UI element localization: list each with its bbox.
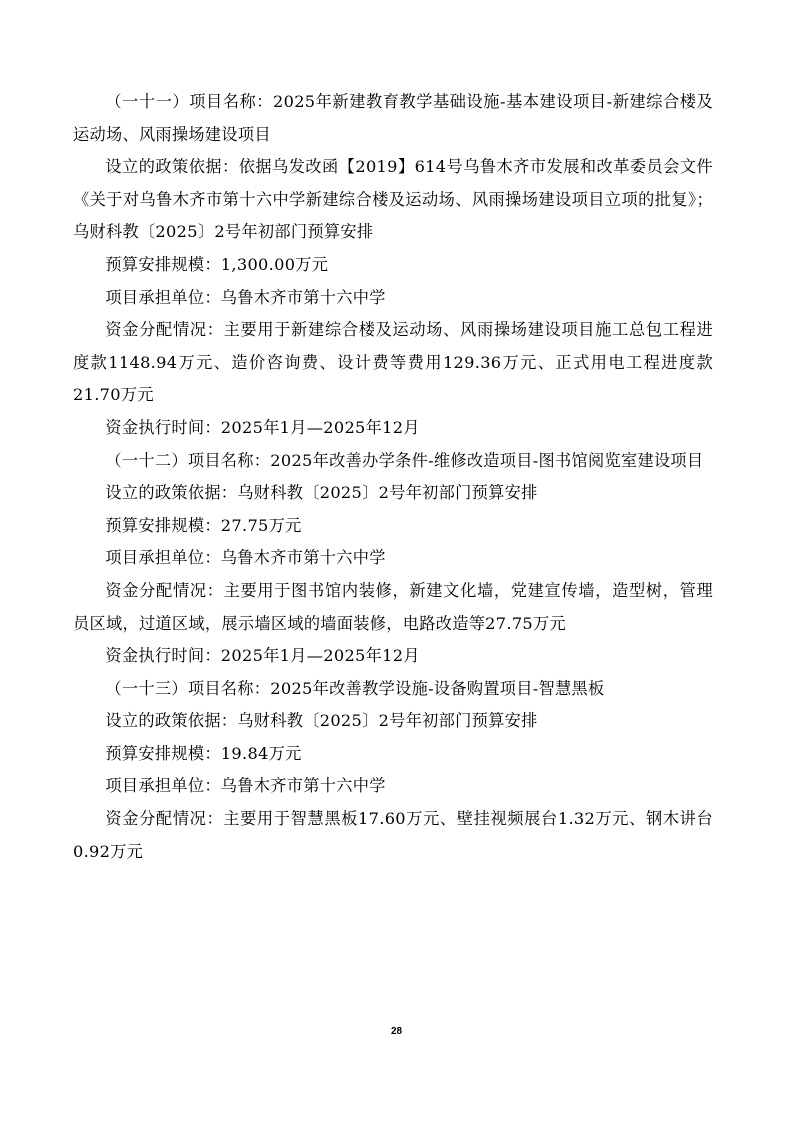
project-11-budget: 预算安排规模：1,300.00万元 bbox=[105, 254, 329, 274]
project-11-title: （一十一）项目名称：2025年新建教育教学基础设施-基本建设项目-新建综合楼及运动场、风雨操场建设项目 bbox=[73, 92, 713, 144]
project-12-allocation: 资金分配情况：主要用于图书馆内装修，新建文化墙，党建宣传墙，造型树，管理员区域，过道区域，展示墙区域的墙面装修，电路改造等27.75万元 bbox=[73, 580, 713, 633]
project-12-budget: 预算安排规模：27.75万元 bbox=[105, 515, 302, 535]
project-13-budget: 预算安排规模：19.84万元 bbox=[105, 743, 302, 763]
project-11-unit: 项目承担单位：乌鲁木齐市第十六中学 bbox=[105, 287, 386, 307]
project-11-policy-basis: 设立的政策依据：依据乌发改函【2019】614号乌鲁木齐市发展和改革委员会文件《关于对乌鲁木齐市第十六中学新建综合楼及运动场、风雨操场建设项目立项的批复》；乌财科教〔2025〕2号年初部门预算安排 bbox=[73, 157, 713, 242]
project-12-execution-time: 资金执行时间：2025年1月—2025年12月 bbox=[105, 646, 420, 666]
project-13-unit: 项目承担单位：乌鲁木齐市第十六中学 bbox=[105, 776, 386, 796]
project-13-allocation: 资金分配情况：主要用于智慧黑板17.60万元、壁挂视频展台1.32万元、钢木讲台0.92万元 bbox=[73, 809, 713, 861]
project-11-allocation: 资金分配情况：主要用于新建综合楼及运动场、风雨操场建设项目施工总包工程进度款1148.94万元、造价咨询费、设计费等费用129.36万元、正式用电工程进度款21.70万元 bbox=[73, 320, 713, 405]
project-13-policy-basis: 设立的政策依据：乌财科教〔2025〕2号年初部门预算安排 bbox=[105, 711, 538, 731]
project-11-execution-time: 资金执行时间：2025年1月—2025年12月 bbox=[105, 417, 420, 437]
page-number: 28 bbox=[390, 1026, 403, 1037]
project-13-title: （一十三）项目名称：2025年改善教学设施-设备购置项目-智慧黑板 bbox=[105, 678, 605, 698]
project-12-policy-basis: 设立的政策依据：乌财科教〔2025〕2号年初部门预算安排 bbox=[105, 483, 538, 503]
document-body bbox=[73, 86, 713, 868]
project-12-title: （一十二）项目名称：2025年改善办学条件-维修改造项目-图书馆阅览室建设项目 bbox=[105, 450, 704, 470]
project-12-unit: 项目承担单位：乌鲁木齐市第十六中学 bbox=[105, 548, 386, 568]
